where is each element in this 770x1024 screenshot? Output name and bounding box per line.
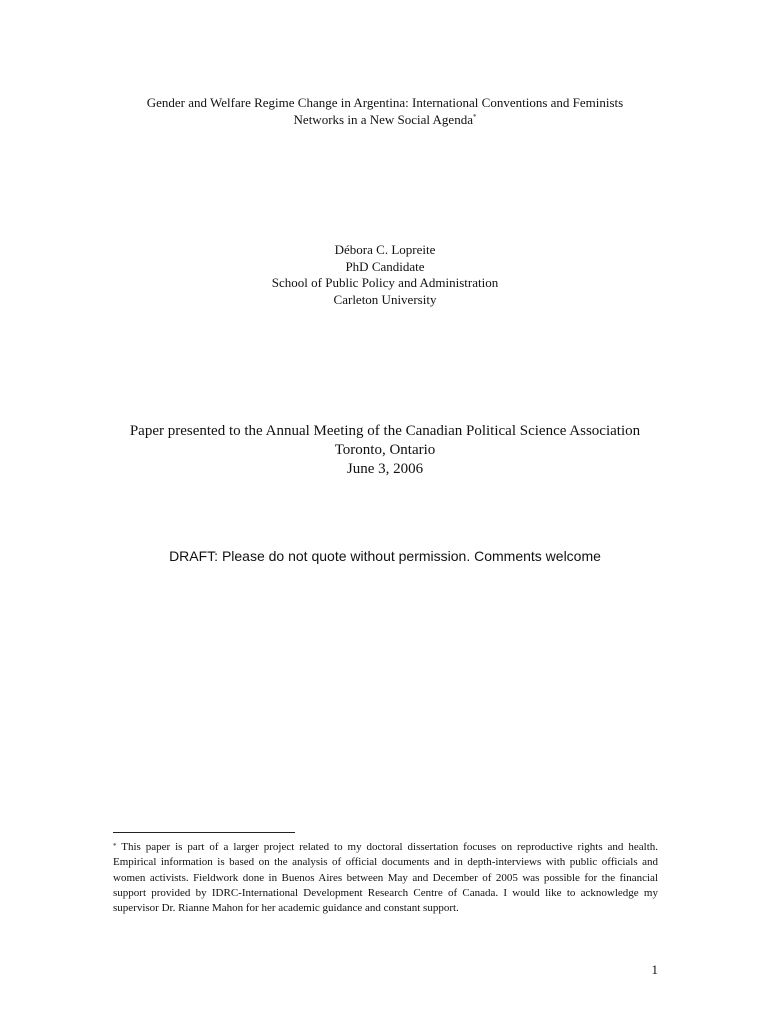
- footnote: [113, 840, 658, 916]
- paper-title: [0, 94, 770, 128]
- footnote-mark: *: [113, 842, 117, 850]
- author-position: PhD Candidate: [345, 258, 425, 274]
- draft-notice: [0, 547, 770, 566]
- footnote-separator: [113, 832, 295, 833]
- presentation-block: [0, 422, 770, 479]
- footnote-text: This paper is part of a larger project related to my doctoral dissertation focuses on reproductive rights and health. Empirical information is based on the analysis of official documents and in depth-interviews with public officials and women activists. Fieldwork done in Buenos Aires between May and December of 2005 was possible for the financial support provided by IDRC-International Development Research Centre of Canada. I would like to acknowledge my supervisor Dr. Rianne Mahon for her academic guidance and constant support.: [113, 841, 658, 915]
- draft-notice-text: DRAFT: Please do not quote without permission. Comments welcome: [169, 548, 601, 564]
- presentation-venue: Paper presented to the Annual Meeting of the Canadian Political Science Association: [129, 423, 641, 439]
- author-university: Carleton University: [333, 291, 437, 307]
- paper-title-line-1: Gender and Welfare Regime Change in Argentina: International Conventions and Feminists: [146, 95, 624, 110]
- paper-title-line-2-text: Networks in a New Social Agenda: [293, 112, 473, 127]
- title-footnote-mark: *: [472, 113, 477, 121]
- author-name: Débora C. Lopreite: [334, 242, 436, 257]
- presentation-date: June 3, 2006: [346, 461, 424, 477]
- page-number: 1: [651, 962, 658, 977]
- presentation-location: Toronto, Ontario: [334, 442, 436, 458]
- author-block: [0, 242, 770, 308]
- paper-title-line-2: [0, 111, 770, 128]
- author-school: School of Public Policy and Administration: [271, 275, 499, 290]
